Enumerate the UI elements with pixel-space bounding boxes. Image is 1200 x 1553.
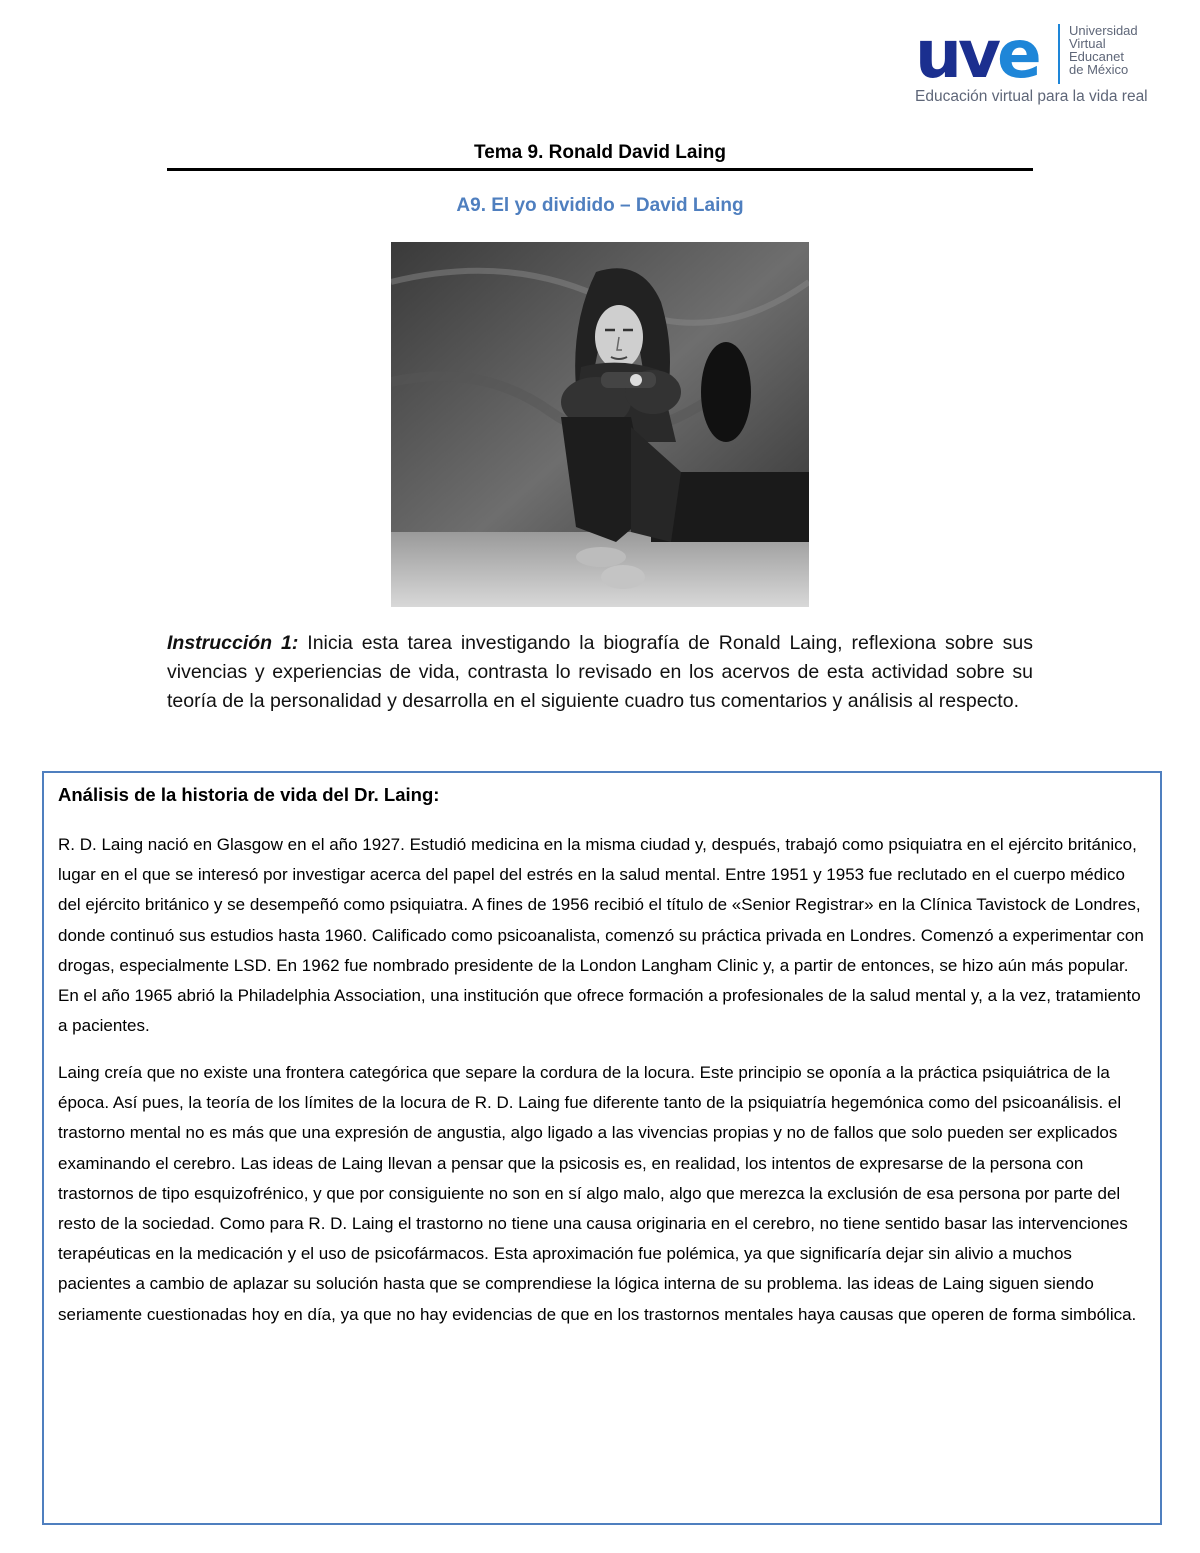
- logo-wordmark: uve: [915, 16, 1038, 93]
- instruction-paragraph: [167, 629, 1033, 716]
- analysis-heading: Análisis de la historia de vida del Dr. Laing:: [58, 784, 440, 805]
- instruction-text: Inicia esta tarea investigando la biografía de Ronald Laing, reflexiona sobre sus vivencias y experiencias de vida, contrasta lo revisado en los acervos de esta actividad sobre su teoría de la personalidad y desarrolla en el siguiente cuadro tus comentarios y análisis al respecto.: [167, 632, 1033, 712]
- activity-subtitle: A9. El yo dividido – David Laing: [456, 195, 744, 216]
- page-title: Tema 9. Ronald David Laing: [474, 142, 726, 163]
- analysis-paragraph-2: Laing creía que no existe una frontera categórica que separe la cordura de la locura. Este principio se oponía a la práctica psiquiátrica de la época. Así pues, la teoría de los límites de la locura de R. D. Laing fue diferente tanto de la psiquiatría hegemónica como del psicoanálisis. el trastorno mental no es más que una expresión de angustia, algo ligado a las vivencias propias y no de fallos que solo pueden ser explicados examinando el cerebro. Las ideas de Laing llevan a pensar que la psicosis es, en realidad, los intentos de expresarse de la persona con trastornos de tipo esquizofrénico, y que por consiguiente no son en sí algo malo, algo que merezca la exclusión de esa persona por parte del resto de la sociedad. Como para R. D. Laing el trastorno no tiene una causa originaria en el cerebro, no tiene sentido basar las intervenciones terapéuticas en la medicación y el uso de psicofármacos. Esta aproximación fue polémica, ya que significaría dejar sin alivio a muchos pacientes a cambio de aplazar su solución hasta que se comprendiese la lógica interna de su problema. las ideas de Laing siguen siendo seriamente cuestionadas hoy en día, ya que no hay evidencias de que en los trastornos mentales haya causas que operen de forma simbólica.: [58, 1063, 1137, 1324]
- instruction-label: Instrucción 1:: [167, 632, 299, 654]
- logo-tagline: Educación virtual para la vida real: [915, 88, 1148, 105]
- logo-divider: [1058, 24, 1060, 84]
- uve-logo: [915, 16, 1155, 110]
- title-divider: [167, 168, 1033, 171]
- logo-institution-name: Universidad Virtual Educanet de México: [1069, 23, 1138, 77]
- analysis-paragraph-1: R. D. Laing nació en Glasgow en el año 1927. Estudió medicina en la misma ciudad y, después, trabajó como psiquiatra en el ejército británico, lugar en el que se interesó por investigar acerca del papel del estrés en la salud mental. Entre 1951 y 1953 fue reclutado en el cuerpo médico del ejército británico y se desempeñó como psiquiatra. A fines de 1956 recibió el título de «Senior Registrar» en la Clínica Tavistock de Londres, donde continuó sus estudios hasta 1960. Calificado como psicoanalista, comenzó su práctica privada en Londres. Comenzó a experimentar con drogas, especialmente LSD. En 1962 fue nombrado presidente de la London Langham Clinic y, a partir de entonces, se hizo aún más popular. En el año 1965 abrió la Philadelphia Association, una institución que ofrece formación a profesionales de la salud mental y, a la vez, tratamiento a pacientes.: [58, 835, 1144, 1036]
- portrait-photo: [391, 242, 809, 607]
